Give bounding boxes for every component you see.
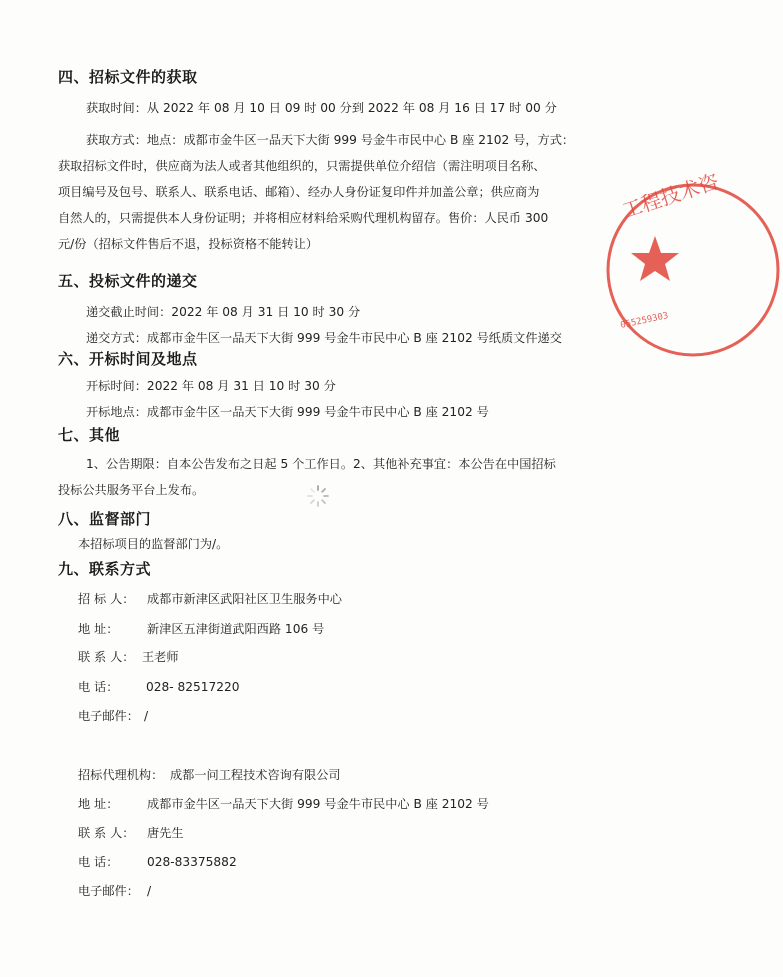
section4-method-line: 元/份（招标文件售后不退，投标资格不能转让） — [58, 237, 319, 251]
field-label: 招标代理机构： — [78, 768, 164, 782]
field-value: / — [144, 709, 149, 723]
field-label: 地 址： — [78, 797, 119, 811]
section6-time: 开标时间：2022 年 08 月 31 日 10 时 30 分 — [86, 379, 336, 393]
field-value: 成都市金牛区一品天下大街 999 号金牛市民中心 B 座 2102 号 — [147, 797, 489, 811]
field-value: 唐先生 — [147, 826, 184, 840]
section7-heading: 七、其他 — [58, 426, 121, 444]
tenderer-email-row — [78, 707, 148, 724]
agency-contact-row — [78, 824, 184, 841]
field-label: 电子邮件： — [78, 884, 139, 898]
field-label: 联 系 人： — [78, 826, 135, 840]
section8-text: 本招标项目的监督部门为/。 — [78, 537, 229, 551]
company-seal-icon — [603, 169, 783, 360]
field-label: 地 址： — [78, 622, 119, 636]
field-label: 电子邮件： — [78, 709, 139, 723]
loading-spinner-icon — [306, 484, 330, 508]
field-label: 联 系 人： — [78, 650, 135, 664]
field-value: 成都一问工程技术咨询有限公司 — [170, 768, 341, 782]
tenderer-address-row — [78, 620, 324, 637]
section6-place: 开标地点：成都市金牛区一品天下大街 999 号金牛市民中心 B 座 2102 号 — [86, 405, 489, 419]
section4-method-line: 项目编号及包号、联系人、联系电话、邮箱）、经办人身份证复印件并加盖公章；供应商为 — [58, 185, 540, 199]
section8-heading: 八、监督部门 — [58, 510, 152, 528]
section4-heading: 四、招标文件的获取 — [58, 68, 198, 86]
field-value: 028- 82517220 — [146, 680, 240, 694]
section4-method-line: 自然人的，只需提供本人身份证明；并将相应材料给采购代理机构留存。售价：人民币 300 — [58, 211, 549, 225]
tenderer-contact-row — [78, 648, 179, 665]
section7-line: 投标公共服务平台上发布。 — [58, 483, 205, 497]
field-value: 王老师 — [142, 650, 179, 664]
section4-method-line: 获取方式：地点：成都市金牛区一品天下大街 999 号金牛市民中心 B 座 2102 号，方式： — [86, 133, 575, 147]
section4-method-line: 获取招标文件时，供应商为法人或者其他组织的，只需提供单位介绍信（需注明项目名称、 — [58, 159, 546, 173]
section7-line: 1、公告期限：自本公告发布之日起 5 个工作日。2、其他补充事宜：本公告在中国招标 — [86, 457, 556, 471]
field-value: 新津区五津街道武阳西路 106 号 — [147, 622, 325, 636]
field-label: 电 话： — [78, 680, 119, 694]
section5-method: 递交方式：成都市金牛区一品天下大街 999 号金牛市民中心 B 座 2102 号纸质文件递交 — [86, 331, 562, 345]
field-label: 招 标 人： — [78, 592, 135, 606]
section6-heading: 六、开标时间及地点 — [58, 350, 198, 368]
field-value: 028-83375882 — [147, 855, 237, 869]
field-label: 电 话： — [78, 855, 119, 869]
seal-code: 055259303 — [619, 311, 670, 331]
agency-address-row — [78, 795, 489, 812]
tenderer-phone-row — [78, 678, 240, 695]
section9-heading: 九、联系方式 — [58, 560, 152, 578]
section5-heading: 五、投标文件的递交 — [58, 272, 198, 290]
agency-name-row — [78, 766, 341, 783]
tenderer-name-row — [78, 590, 342, 607]
seal-text: 工程技术咨 — [619, 169, 722, 223]
agency-email-row — [78, 882, 151, 899]
field-value: 成都市新津区武阳社区卫生服务中心 — [147, 592, 342, 606]
field-value: / — [147, 884, 152, 898]
agency-phone-row — [78, 853, 237, 870]
section4-time: 获取时间：从 2022 年 08 月 10 日 09 时 00 分到 2022 年 08 月 16 日 17 时 00 分 — [86, 101, 557, 115]
section5-deadline: 递交截止时间：2022 年 08 月 31 日 10 时 30 分 — [86, 305, 361, 319]
